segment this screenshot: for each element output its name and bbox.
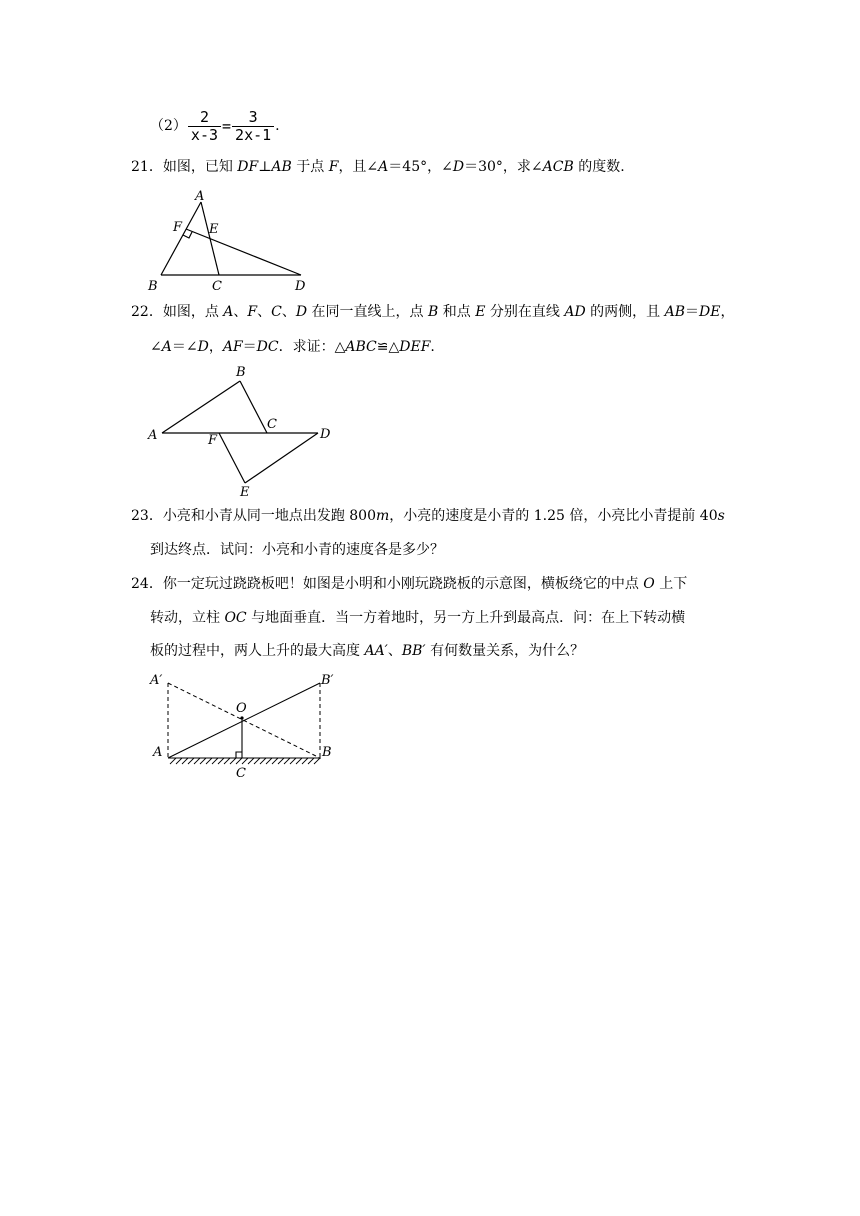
q21-var-acb: ACB: [542, 159, 574, 175]
q21-label-f: F: [173, 220, 183, 235]
q20-rhs-numerator: 3: [248, 107, 258, 126]
q22-var-abc: ABC: [345, 339, 377, 355]
q24-l1-a: 你一定玩过跷跷板吧！如图是小明和小刚玩跷跷板的示意图，横板绕它的中点: [162, 576, 644, 592]
q22-l2-e: ．求证：△: [278, 339, 346, 355]
q22-l1-g: ，: [720, 304, 735, 320]
q22-l2-d: ＝: [242, 339, 257, 355]
q22-var-d: D: [295, 304, 308, 320]
q22-var-def: DEF: [399, 339, 431, 355]
q22-l1-b: 在同一直线上，点: [307, 304, 428, 320]
q20-label: （2）: [150, 118, 187, 134]
q22-var-b: B: [427, 304, 439, 320]
q24-l3-b: 、: [387, 643, 402, 659]
q22-number: 22．: [131, 304, 163, 320]
q21-text-d: ＝45°，∠: [388, 159, 453, 175]
q22-l1-d: 分别在直线: [485, 304, 565, 320]
q24-number: 24．: [131, 576, 163, 592]
q22-l2-var-d: D: [197, 339, 209, 355]
q21-var-df: DF: [237, 159, 259, 175]
q22-l2-b: ＝∠: [171, 339, 198, 355]
q24-label-o: O: [236, 701, 247, 716]
q21-label-c: C: [212, 279, 222, 294]
q21-perp: ⊥: [258, 159, 272, 175]
q21-text-b: 于点: [291, 159, 329, 175]
q24-var-aa: AA′: [364, 643, 388, 659]
q20-lhs-denominator: x-3: [188, 126, 221, 144]
q24-point-o: [240, 716, 243, 719]
q22-var-ab: AB: [664, 304, 685, 320]
q23-unit-s: s: [717, 508, 725, 524]
q24-label-a1: A′: [150, 673, 163, 688]
q24-label-c: C: [236, 766, 246, 781]
q22-l2-c: ，: [208, 339, 223, 355]
q22-l1-e: 的两侧，且: [585, 304, 665, 320]
q24-label-a: A: [153, 745, 163, 760]
q24-label-b: B: [322, 745, 332, 760]
q22-l2-a: ∠: [150, 339, 162, 355]
q23-l1-b: ，小亮的速度是小青的 1.25 倍，小亮比小青提前 40: [389, 508, 718, 524]
q21-var-d: D: [452, 159, 465, 175]
q24-ground-hatching: [170, 758, 320, 764]
q23-l1-a: 小亮和小青从同一地点出发跑 800: [162, 508, 376, 524]
q22-l1-f: ＝: [684, 304, 699, 320]
q21-label-b: B: [148, 279, 158, 294]
q22-l1-c: 和点: [438, 304, 476, 320]
q21-text-e: ＝30°，求∠: [464, 159, 543, 175]
q21-var-a: A: [378, 159, 389, 175]
q21-text-a: 如图，已知: [162, 159, 238, 175]
q22-l2-g: .: [430, 339, 435, 355]
q22-label-f: F: [208, 433, 218, 448]
q22-var-e: E: [475, 304, 486, 320]
q24-var-o: O: [643, 576, 655, 592]
q22-var-dc: DC: [256, 339, 279, 355]
q23-number: 23．: [131, 508, 163, 524]
q21-text-f: 的度数.: [573, 159, 625, 175]
q22-l2-f: ≌△: [376, 339, 400, 355]
q22-label-c: C: [267, 417, 277, 432]
q20-rhs-denominator: 2x-1: [232, 126, 274, 144]
q21-var-ab: AB: [271, 159, 292, 175]
q24-var-oc: OC: [224, 610, 247, 626]
q24-l2-b: 与地面垂直．当一方着地时，另一方上升到最高点．问：在上下转动横: [246, 610, 686, 626]
q21-label-a: A: [195, 189, 205, 204]
q22-var-c: C: [271, 304, 282, 320]
q23-l2: 到达终点．试问：小亮和小青的速度各是多少？: [150, 542, 444, 558]
q24-l3-c: 有何数量关系，为什么？: [425, 643, 585, 659]
q22-var-de: DE: [698, 304, 721, 320]
q23-unit-m: m: [376, 508, 390, 524]
q22-var-a: A: [223, 304, 234, 320]
q20-lhs-numerator: 2: [199, 107, 209, 126]
q22-var-f: F: [247, 304, 258, 320]
q22-label-e: E: [240, 485, 250, 500]
q22-var-af: AF: [222, 339, 243, 355]
q22-sep1: 、: [233, 304, 248, 320]
q24-right-angle-mark: [236, 752, 242, 758]
q21-number: 21．: [131, 159, 163, 175]
q24-var-bb: BB′: [401, 643, 426, 659]
q24-label-b1: B′: [321, 673, 334, 688]
q21-label-e: E: [209, 222, 219, 237]
q24-l1-b: 上下: [654, 576, 688, 592]
q22-label-d: D: [320, 427, 331, 442]
q22-var-ad: AD: [564, 304, 586, 320]
q22-l2-var-a: A: [161, 339, 172, 355]
q22-label-b: B: [236, 365, 246, 380]
q21-text-c: ，且∠: [338, 159, 379, 175]
q24-l2-a: 转动，立柱: [150, 610, 225, 626]
q24-l3-a: 板的过程中，两人上升的最大高度: [150, 643, 365, 659]
q21-label-d: D: [295, 279, 306, 294]
q22-l1-a: 如图，点: [162, 304, 224, 320]
q22-label-a: A: [148, 428, 158, 443]
q20-equals: =: [222, 117, 232, 135]
q22-sep3: 、: [281, 304, 296, 320]
q22-sep2: 、: [257, 304, 272, 320]
q20-end: .: [275, 118, 280, 134]
q21-var-f: F: [328, 159, 339, 175]
